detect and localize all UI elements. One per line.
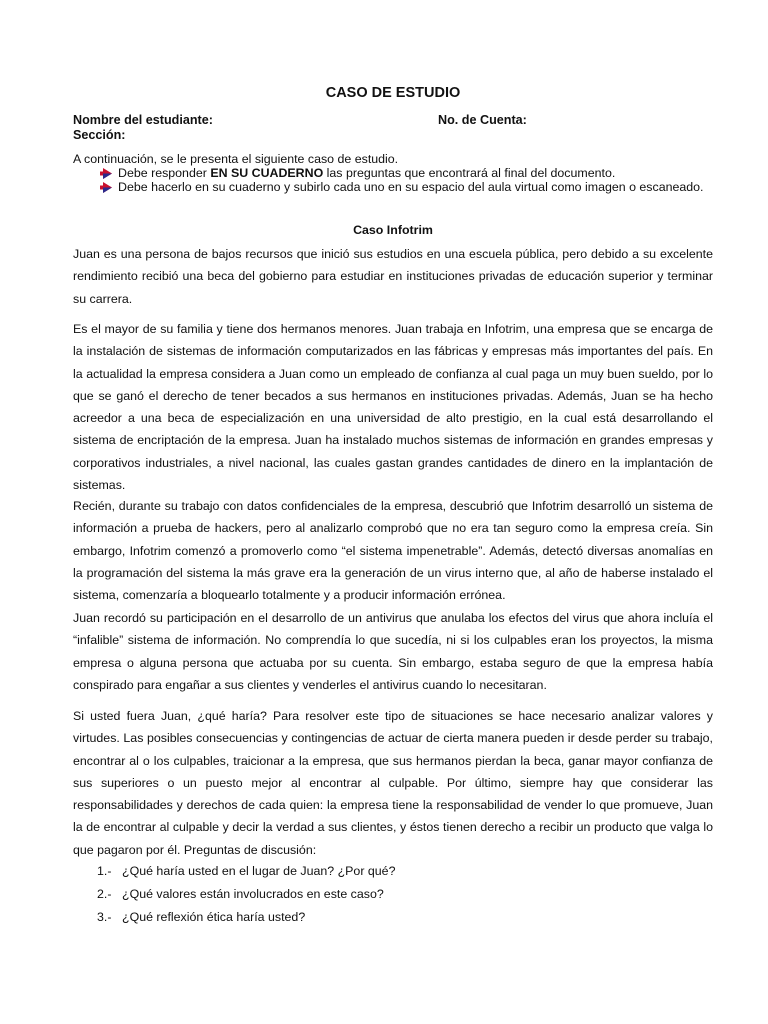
instruction-emphasis: EN SU CUADERNO — [210, 166, 324, 180]
instruction-item — [100, 181, 713, 195]
student-name-label: Nombre del estudiante: — [73, 113, 213, 127]
question-text: ¿Qué valores están involucrados en este caso? — [122, 887, 384, 901]
question-number: 3.- — [97, 910, 112, 924]
question-text: ¿Qué reflexión ética haría usted? — [122, 910, 306, 924]
discussion-questions — [97, 863, 395, 932]
instruction-list — [100, 167, 713, 194]
case-paragraph: Si usted fuera Juan, ¿qué haría? Para resolver este tipo de situaciones se hace necesario analizar valores y virtudes. Las posibles consecuencias y contingencias de actuar de cierta manera pueden ir desde perder su trabajo, encontrar al o los culpables, traicionar a la empresa, que sus hermanos pierdan la beca, ganar mayor confianza de sus superiores o un puesto mejor al encontrar al culpable. Por último, siempre hay que considerar las responsabilidades y derechos de cada quien: la empresa tiene la responsabilidad de vender lo que promueve, Juan la de encontrar al culpable y decir la verdad a sus clientes, y éstos tienen derecho a recibir un producto que valga lo que pagaron por él. Preguntas de discusión: — [73, 709, 713, 857]
instruction-text: las preguntas que encontrará al final del documento. — [323, 166, 616, 180]
instruction-text: Debe hacerlo en su cuaderno y subirlo cada uno en su espacio del aula virtual como imagen o escaneado. — [118, 179, 704, 194]
question-item — [97, 886, 395, 909]
question-item — [97, 863, 395, 886]
question-item — [97, 909, 395, 932]
document-title: CASO DE ESTUDIO — [325, 85, 461, 101]
instruction-text: Debe responder — [118, 166, 211, 180]
account-label: No. de Cuenta: — [438, 113, 527, 127]
case-title: Caso Infotrim — [353, 223, 433, 237]
case-paragraph: Juan es una persona de bajos recursos que inició sus estudios en una escuela pública, pero debido a su excelente rendimiento recibió una beca del gobierno para estudiar en instituciones privadas de educación superior y terminar su carrera. — [73, 247, 713, 306]
case-paragraph: Recién, durante su trabajo con datos confidenciales de la empresa, descubrió que Infotrim desarrolló un sistema de información a prueba de hackers, pero al analizarlo comprobó que no era tan seguro como la empresa creía. Sin embargo, Infotrim comenzó a promoverlo como “el sistema impenetrable”. Además, detectó diversas anomalías en la programación del sistema la más grave era la generación de un virus interno que, al año de haberse instalado el sistema, comenzaría a bloquearlo totalmente y a producir información errónea. — [73, 499, 713, 603]
question-number: 2.- — [97, 887, 112, 901]
question-number: 1.- — [97, 864, 112, 878]
question-text: ¿Qué haría usted en el lugar de Juan? ¿Por qué? — [122, 864, 396, 878]
case-paragraph: Juan recordó su participación en el desarrollo de un antivirus que anulaba los efectos del virus que ahora incluía el “infalible” sistema de información. No comprendía lo que sucedía, ni si los culpables eran los proyectos, la misma empresa o alguna persona que actuaba por su cuenta. Sin embargo, estaba seguro de que la empresa había conspirado para engañar a sus clientes y venderles el antivirus cuando lo necesitaran. — [73, 611, 713, 692]
arrow-bullet-icon — [100, 168, 112, 179]
case-paragraph: Es el mayor de su familia y tiene dos hermanos menores. Juan trabaja en Infotrim, una empresa que se encarga de la instalación de sistemas de información computarizados en las fábricas y empresas más importantes del país. En la actualidad la empresa considera a Juan como un empleado de confianza al cual paga un muy buen sueldo, por lo que se ganó el derecho de tener becados a sus hermanos en instituciones privadas. Además, Juan se ha hecho acreedor a una beca de especialización en una universidad de alto prestigio, en la cual está desarrollando el sistema de encriptación de la empresa. Juan ha instalado muchos sistemas de información en grandes empresas y corporativos industriales, a nivel nacional, las cuales gastan grandes cantidades de dinero en la implantación de sistemas. — [73, 322, 713, 493]
arrow-bullet-icon — [100, 182, 112, 193]
intro-text: A continuación, se le presenta el siguiente caso de estudio. — [73, 152, 399, 166]
section-label: Sección: — [73, 128, 126, 142]
instruction-item — [100, 167, 713, 181]
